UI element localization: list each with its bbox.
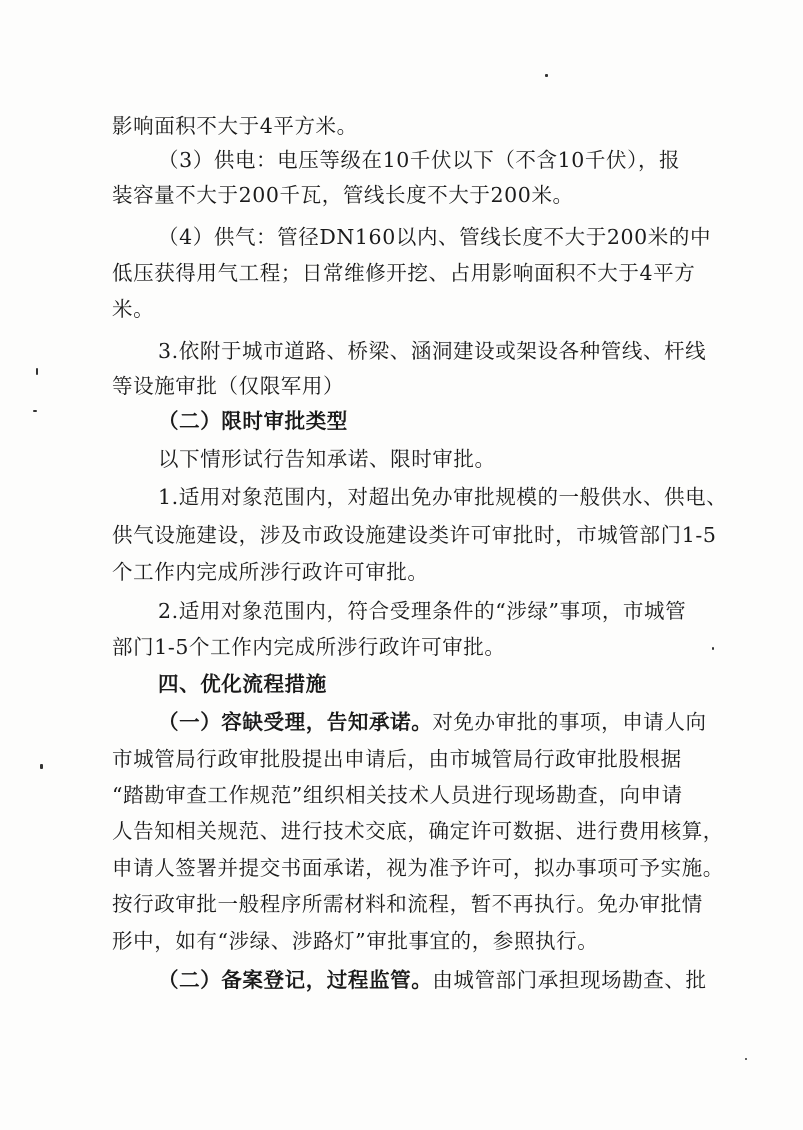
text-line: （3）供电：电压等级在10千伏以下（不含10千伏），报 [158, 148, 681, 172]
text-line: 装容量不大于200千瓦，管线长度不大于200米。 [112, 183, 574, 207]
text-line: 2.适用对象范围内，符合受理条件的“涉绿”事项，市城管 [158, 599, 687, 623]
scan-speck [33, 410, 37, 412]
text-line: 人告知相关规范、进行技术交底，确定许可数据、进行费用核算， [112, 819, 724, 843]
text-line: 3.依附于城市道路、桥梁、涵洞建设或架设各种管线、杆线 [158, 339, 707, 363]
section-heading: （二）限时审批类型 [158, 409, 348, 433]
text-line: 形中，如有“涉绿、涉路灯”审批事宜的，参照执行。 [112, 929, 599, 953]
lead-text: 由城管部门承担现场勘查、批 [432, 968, 707, 992]
text-line: （4）供气：管径DN160以内、管线长度不大于200米的中 [158, 225, 712, 249]
scan-speck [40, 764, 43, 769]
lead-text: 对免办审批的事项，申请人向 [432, 710, 707, 734]
text-line: 1.适用对象范围内，对超出免办审批规模的一般供水、供电、 [158, 485, 728, 509]
text-line: 低压获得用气工程；日常维修开挖、占用影响面积不大于4平方 [112, 261, 696, 285]
lead-bold: （一）容缺受理，告知承诺。 [158, 710, 433, 734]
text-line: 以下情形试行告知承诺、限时审批。 [158, 447, 496, 471]
text-line: 申请人签署并提交书面承诺，视为准予许可，拟办事项可予实施。 [112, 856, 724, 880]
text-line: 市城管局行政审批股提出申请后，由市城管局行政审批股根据 [112, 747, 682, 771]
scan-speck [545, 74, 548, 77]
text-line: 米。 [112, 297, 155, 321]
text-line: 部门1-5个工作内完成所涉行政许可审批。 [112, 635, 506, 659]
paragraph-lead [158, 967, 758, 993]
text-line: 个工作内完成所涉行政许可审批。 [112, 560, 429, 584]
text-line: 供气设施建设，涉及市政设施建设类许可审批时，市城管部门1-5 [112, 523, 717, 547]
paragraph-lead [158, 709, 758, 735]
lead-bold: （二）备案登记，过程监管。 [158, 968, 433, 992]
scan-speck [712, 647, 714, 650]
section-heading: 四、优化流程措施 [158, 672, 327, 696]
text-line: 等设施审批（仅限军用） [112, 374, 345, 398]
scan-speck [36, 368, 38, 375]
text-line: 影响面积不大于4平方米。 [112, 114, 358, 138]
text-line: “踏勘审查工作规范”组织相关技术人员进行现场勘查，向申请 [112, 783, 683, 807]
text-line: 按行政审批一般程序所需材料和流程，暂不再执行。免办审批情 [112, 892, 703, 916]
scan-speck [745, 1058, 747, 1060]
